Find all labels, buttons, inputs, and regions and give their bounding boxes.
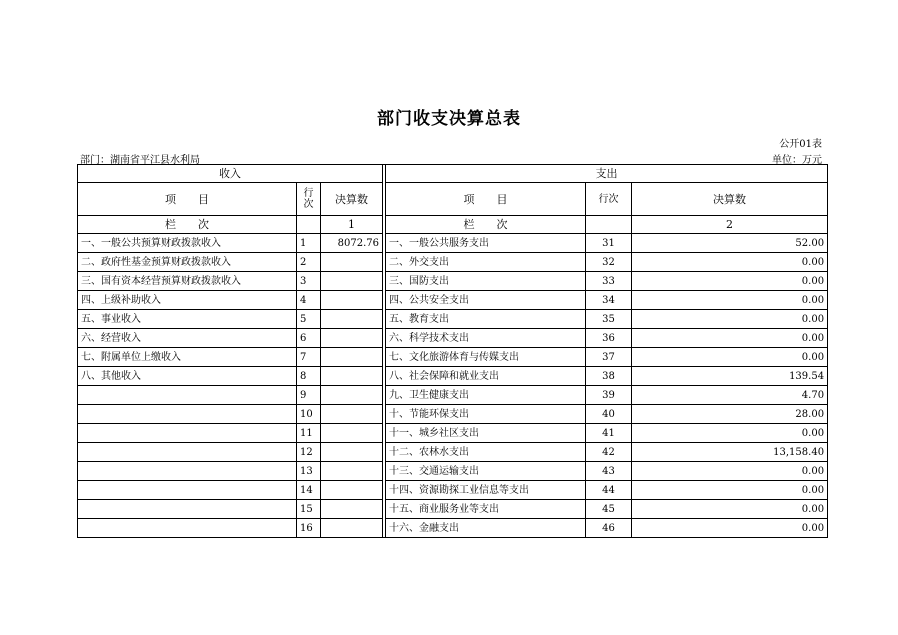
expense-row-no: 35 — [586, 310, 632, 329]
income-row-no: 16 — [297, 519, 321, 538]
income-amount — [321, 462, 383, 481]
income-amount — [321, 329, 383, 348]
expense-item: 八、社会保障和就业支出 — [386, 367, 586, 386]
income-amount — [321, 348, 383, 367]
income-amount — [321, 367, 383, 386]
income-row-no: 15 — [297, 500, 321, 519]
expense-item: 十四、资源勘探工业信息等支出 — [386, 481, 586, 500]
income-row-no: 10 — [297, 405, 321, 424]
income-column-label: 栏 次 — [78, 216, 297, 234]
expense-item: 十一、城乡社区支出 — [386, 424, 586, 443]
expense-item: 六、科学技术支出 — [386, 329, 586, 348]
income-row-no: 6 — [297, 329, 321, 348]
expense-amount: 0.00 — [632, 481, 828, 500]
unit-label: 单位：万元 — [772, 155, 822, 166]
income-amount: 8072.76 — [321, 234, 383, 253]
table-row — [78, 462, 828, 481]
income-item — [78, 519, 297, 538]
income-amount — [321, 405, 383, 424]
income-item: 八、其他收入 — [78, 367, 297, 386]
income-item: 三、国有资本经营预算财政拨款收入 — [78, 272, 297, 291]
summary-table — [77, 164, 828, 538]
expense-row-no: 40 — [586, 405, 632, 424]
expense-item: 十三、交通运输支出 — [386, 462, 586, 481]
income-amount — [321, 519, 383, 538]
expense-amount: 28.00 — [632, 405, 828, 424]
expense-amount: 139.54 — [632, 367, 828, 386]
expense-amount: 13,158.40 — [632, 443, 828, 462]
table-row — [78, 386, 828, 405]
income-row-no: 4 — [297, 291, 321, 310]
expense-amount: 0.00 — [632, 519, 828, 538]
income-row-no: 13 — [297, 462, 321, 481]
expense-row-no: 42 — [586, 443, 632, 462]
department-label: 部门：湖南省平江县水利局 — [80, 155, 200, 166]
expense-amount: 52.00 — [632, 234, 828, 253]
table-row — [78, 405, 828, 424]
table-row — [78, 443, 828, 462]
income-item — [78, 462, 297, 481]
form-code: 公开01表 — [779, 139, 822, 150]
expense-row-no: 39 — [586, 386, 632, 405]
income-row-no: 12 — [297, 443, 321, 462]
table-row — [78, 272, 828, 291]
income-row-no: 9 — [297, 386, 321, 405]
expense-item: 十、节能环保支出 — [386, 405, 586, 424]
income-item: 七、附属单位上缴收入 — [78, 348, 297, 367]
expense-item: 一、一般公共服务支出 — [386, 234, 586, 253]
income-amount — [321, 310, 383, 329]
table-row — [78, 367, 828, 386]
expense-header: 支出 — [386, 165, 828, 183]
expense-column-label: 栏 次 — [386, 216, 586, 234]
income-item — [78, 443, 297, 462]
table-row — [78, 329, 828, 348]
income-item: 一、一般公共预算财政拨款收入 — [78, 234, 297, 253]
expense-item: 七、文化旅游体育与传媒支出 — [386, 348, 586, 367]
income-amount — [321, 443, 383, 462]
expense-item-header: 项 目 — [386, 183, 586, 216]
table-row — [78, 253, 828, 272]
expense-amount-header: 决算数 — [632, 183, 828, 216]
income-item — [78, 405, 297, 424]
expense-row-no: 34 — [586, 291, 632, 310]
expense-amount: 0.00 — [632, 253, 828, 272]
table-row — [78, 291, 828, 310]
income-row-no: 1 — [297, 234, 321, 253]
expense-item: 四、公共安全支出 — [386, 291, 586, 310]
table-row — [78, 519, 828, 538]
income-row-no: 8 — [297, 367, 321, 386]
income-row-no-header: 行 次 — [297, 183, 321, 216]
income-item — [78, 500, 297, 519]
expense-amount: 0.00 — [632, 329, 828, 348]
income-amount — [321, 272, 383, 291]
expense-row-no: 37 — [586, 348, 632, 367]
income-row-no: 3 — [297, 272, 321, 291]
expense-row-no: 46 — [586, 519, 632, 538]
expense-amount: 4.70 — [632, 386, 828, 405]
expense-row-no: 43 — [586, 462, 632, 481]
income-amount — [321, 500, 383, 519]
expense-item: 九、卫生健康支出 — [386, 386, 586, 405]
income-item: 二、政府性基金预算财政拨款收入 — [78, 253, 297, 272]
expense-amount: 0.00 — [632, 424, 828, 443]
expense-amount: 0.00 — [632, 348, 828, 367]
table-row — [78, 310, 828, 329]
income-item: 六、经营收入 — [78, 329, 297, 348]
table-row — [78, 424, 828, 443]
expense-item: 十二、农林水支出 — [386, 443, 586, 462]
income-amount-header: 决算数 — [321, 183, 383, 216]
expense-row-no: 32 — [586, 253, 632, 272]
expense-row-no: 44 — [586, 481, 632, 500]
income-column-number: 1 — [321, 216, 383, 234]
income-amount — [321, 424, 383, 443]
expense-row-no: 33 — [586, 272, 632, 291]
income-item: 五、事业收入 — [78, 310, 297, 329]
income-row-no: 14 — [297, 481, 321, 500]
expense-amount: 0.00 — [632, 462, 828, 481]
income-row-no: 2 — [297, 253, 321, 272]
table-row — [78, 500, 828, 519]
income-item — [78, 386, 297, 405]
income-row-no: 5 — [297, 310, 321, 329]
expense-amount: 0.00 — [632, 310, 828, 329]
expense-item: 二、外交支出 — [386, 253, 586, 272]
expense-row-no: 36 — [586, 329, 632, 348]
expense-amount: 0.00 — [632, 500, 828, 519]
table-row — [78, 348, 828, 367]
expense-row-no-header: 行次 — [586, 183, 632, 216]
expense-item: 十五、商业服务业等支出 — [386, 500, 586, 519]
expense-row-no: 45 — [586, 500, 632, 519]
income-item: 四、上级补助收入 — [78, 291, 297, 310]
income-row-no: 7 — [297, 348, 321, 367]
expense-amount: 0.00 — [632, 291, 828, 310]
expense-column-number: 2 — [632, 216, 828, 234]
table-row — [78, 481, 828, 500]
table-row — [78, 234, 828, 253]
income-amount — [321, 291, 383, 310]
expense-item: 十六、金融支出 — [386, 519, 586, 538]
income-row-no: 11 — [297, 424, 321, 443]
income-amount — [321, 481, 383, 500]
income-item-header: 项 目 — [78, 183, 297, 216]
expense-row-no: 41 — [586, 424, 632, 443]
income-amount — [321, 253, 383, 272]
expense-row-no: 31 — [586, 234, 632, 253]
income-header: 收入 — [78, 165, 383, 183]
expense-item: 五、教育支出 — [386, 310, 586, 329]
income-item — [78, 424, 297, 443]
income-item — [78, 481, 297, 500]
expense-row-no: 38 — [586, 367, 632, 386]
income-amount — [321, 386, 383, 405]
page-title: 部门收支决算总表 — [377, 109, 521, 129]
expense-item: 三、国防支出 — [386, 272, 586, 291]
expense-amount: 0.00 — [632, 272, 828, 291]
